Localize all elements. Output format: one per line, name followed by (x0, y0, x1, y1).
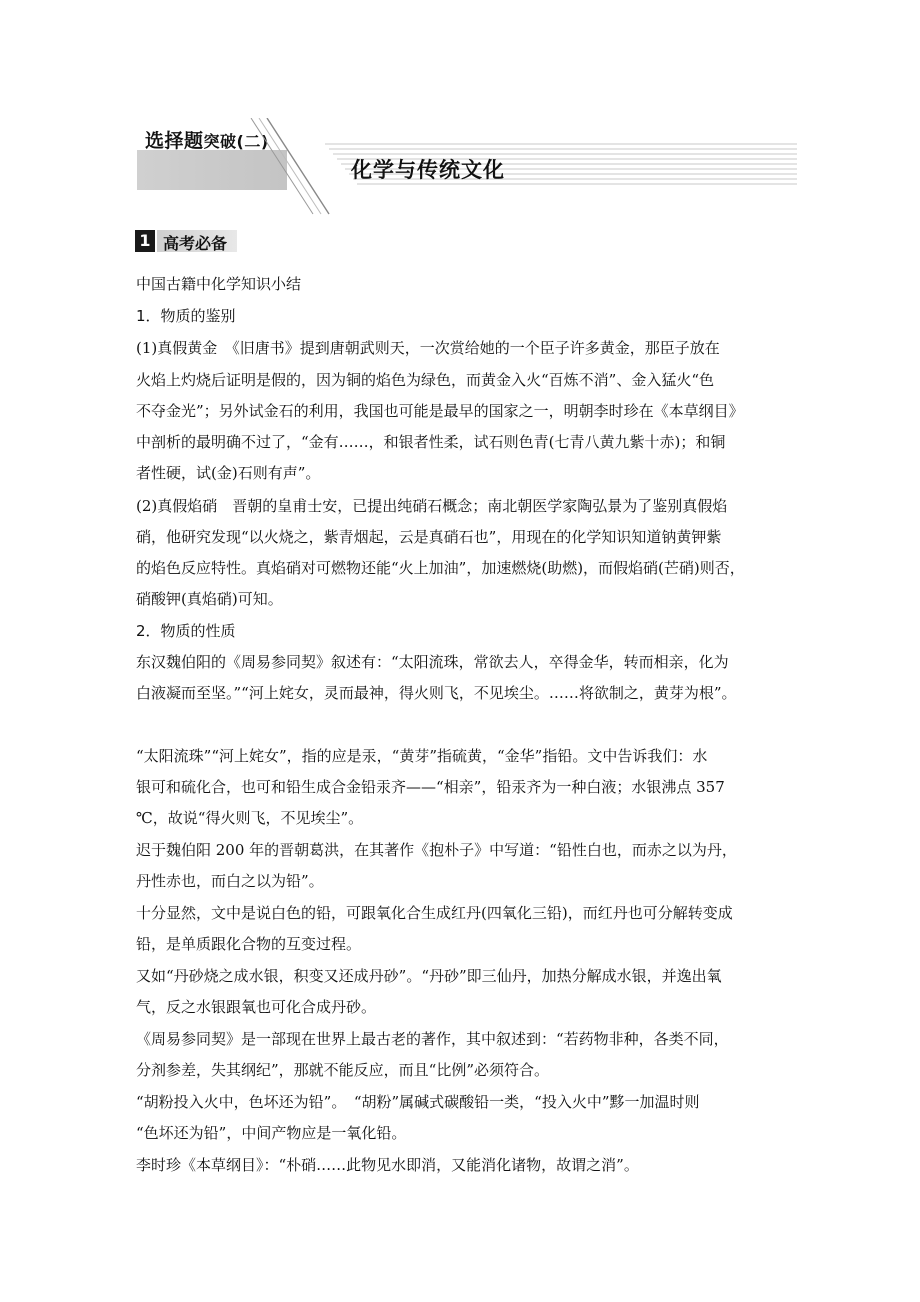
paragraph-line: 分剂参差，失其纲纪”，那就不能反应，而且“比例”必须符合。 (136, 1061, 550, 1079)
paragraph-line: 者性硬，试(金)石则有声”。 (136, 464, 321, 482)
paragraph-line: 李时珍《本草纲目》：“朴硝……此物见水即消，又能消化诸物，故谓之消”。 (136, 1156, 639, 1174)
paragraph-line: “太阳流珠”“河上姹女”，指的应是汞，“黄芽”指硫黄，“金华”指铅。文中告诉我们：水 (136, 747, 708, 765)
section-header (135, 230, 235, 254)
paragraph-line: 气，反之水银跟氧也可化合成丹砂。 (136, 998, 377, 1016)
section-title: 高考必备 (163, 234, 228, 253)
subsection-2-title: 2．物质的性质 (136, 622, 236, 640)
banner-category-sub: 突破(二) (203, 132, 269, 151)
paragraph-line: 又如“丹砂烧之成水银，积变又还成丹砂”。“丹砂”即三仙丹，加热分解成水银，并逸出氧 (136, 967, 722, 985)
paragraph-line: 不夺金光”；另外试金石的利用，我国也可能是最早的国家之一，明朝李时珍在《本草纲目》 (136, 402, 744, 420)
paragraph-line: ℃，故说“得火则飞，不见埃尘”。 (136, 809, 364, 827)
paragraph-line: 丹性赤也，而白之以为铅”。 (136, 872, 324, 890)
paragraph-line: 银可和硫化合，也可和铅生成合金铅汞齐——“相亲”，铅汞齐为一种白液；水银沸点 357 (136, 778, 725, 796)
paragraph-line: (1)真假黄金 《旧唐书》提到唐朝武则天，一次赏给她的一个臣子许多黄金，那臣子放在 (136, 339, 720, 357)
paragraph-line: 中剖析的最明确不过了，“金有……，和银者性柔，试石则色青(七青八黄九紫十赤)；和铜 (136, 433, 726, 451)
paragraph-line: “色坏还为铅”，中间产物应是一氧化铅。 (136, 1124, 407, 1142)
paragraph-line: 硝，他研究发现“以火烧之，紫青烟起，云是真硝石也”，用现在的化学知识知道钠黄钾紫 (136, 528, 722, 546)
paragraph-line: 铅，是单质跟化合物的互变过程。 (136, 935, 362, 953)
paragraph-line: “胡粉投入火中，色坏还为铅”。 “胡粉”属碱式碳酸铅一类，“投入火中”黟一加温时则 (136, 1093, 700, 1111)
chapter-banner (137, 118, 797, 218)
paragraph-line: 东汉魏伯阳的《周易参同契》叙述有：“太阳流珠，常欲去人，卒得金华，转而相亲，化为 (136, 653, 729, 671)
paragraph-line: 白液凝而至坚。”“河上姹女，灵而最神，得火则飞，不见埃尘。……将欲制之，黄芽为根”。 (136, 684, 737, 702)
paragraph-line: 的焰色反应特性。真焰硝对可燃物还能“火上加油”，加速燃烧(助燃)，而假焰硝(芒硝)则否， (136, 559, 745, 577)
paragraph-line: 硝酸钾(真焰硝)可知。 (136, 590, 283, 608)
chapter-title: 化学与传统文化 (351, 158, 505, 182)
paragraph-line: 十分显然，文中是说白色的铅，可跟氧化合生成红丹(四氧化三铅)，而红丹也可分解转变成 (136, 904, 733, 922)
body-heading: 中国古籍中化学知识小结 (136, 275, 302, 293)
paragraph-line: 火焰上灼烧后证明是假的，因为铜的焰色为绿色，而黄金入火“百炼不消”、金入猛火“色 (136, 371, 715, 389)
paragraph-line: 《周易参同契》是一部现在世界上最古老的著作，其中叙述到：“若药物非种，各类不同， (136, 1030, 729, 1048)
paragraph-line: (2)真假焰硝 晋朝的皇甫士安，已提出纯硝石概念；南北朝医学家陶弘景为了鉴别真假焰 (136, 497, 728, 515)
section-number: 1 (135, 230, 155, 252)
paragraph-line: 迟于魏伯阳 200 年的晋朝葛洪，在其著作《抱朴子》中写道：“铅性白也，而赤之以为丹， (136, 841, 737, 859)
subsection-1-title: 1．物质的鉴别 (136, 307, 236, 325)
banner-category-main: 选择题 (145, 130, 204, 152)
